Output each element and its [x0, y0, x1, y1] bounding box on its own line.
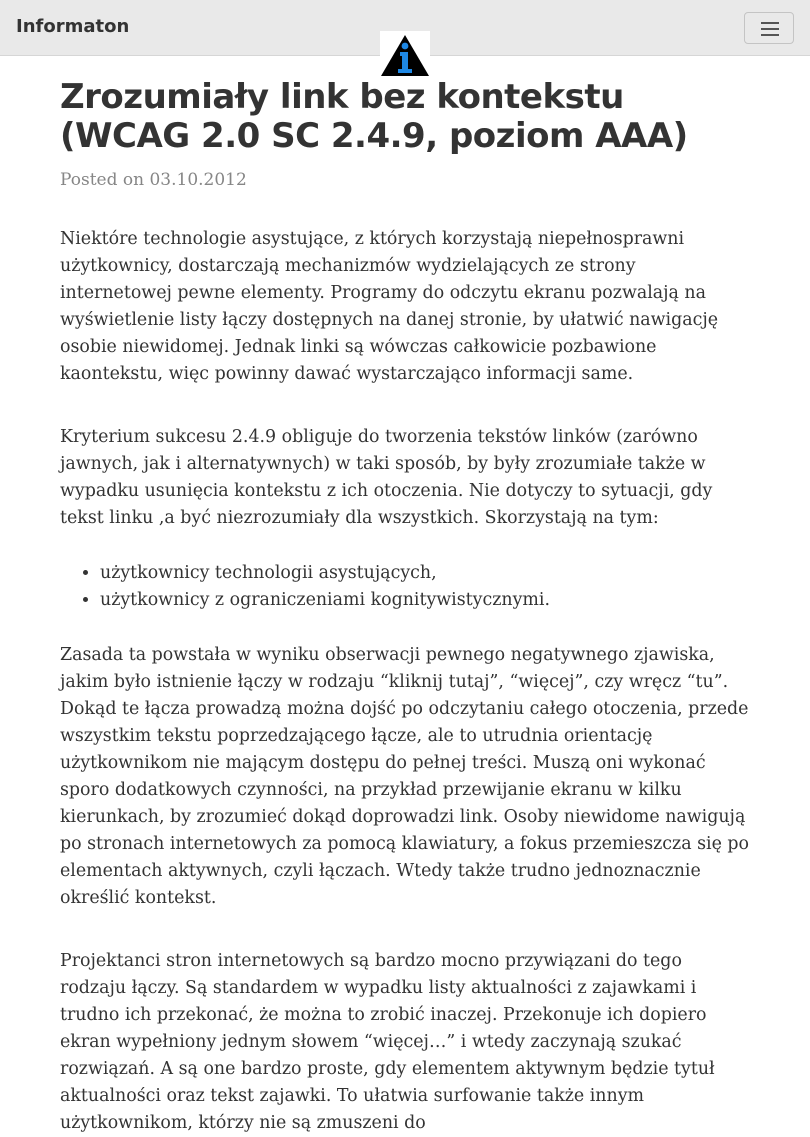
site-logo[interactable] [380, 31, 430, 77]
article-paragraph: Zasada ta powstała w wyniku obserwacji pewnego negatywnego zjawiska, jakim było istnienie łączy w rodzaju “kliknij tutaj”, “więcej”, czy wręcz “tu”. Dokąd te łącza prowadzą można dojść po odczytaniu całego otoczenia, przede wszystkim tekstu poprzedzającego łącze, ale to utrudnia orientację użytkownikom nie mającym dostępu do pełnej treści. Muszą oni wykonać sporo dodatkowych czynności, na przykład przewijanie ekranu w kilku kierunkach, by zrozumieć dokąd doprowadzi link. Osoby niewidome nawigują po stronach internetowych za pomocą klawiatury, a fokus przemieszcza się po elementach aktywnych, czyli łączach. Wtedy także trudno jednoznacznie określić kontekst. [60, 645, 749, 908]
article-paragraph: Projektanci stron internetowych są bardzo mocno przywiązani do tego rodzaju łączy. Są standardem w wypadku listy aktualności z zajawkami i trudno ich przekonać, że można to zrobić inaczej. Przekonuje ich dopiero ekran wypełniony jednym słowem “więcej…” i wtedy zaczynają szukać rozwiązań. A są one bardzo proste, gdy elementem aktywnym będzie tytuł aktualności oraz tekst zajawki. To ułatwia surfowanie także innym użytkownikom, którzy nie są zmuszeni do [60, 951, 715, 1133]
list-item: • użytkownicy z ograniczeniami kognitywistycznymi. [100, 587, 750, 614]
article-paragraph: Kryterium sukcesu 2.4.9 obliguje do tworzenia tekstów linków (zarówno jawnych, jak i alternatywnych) w taki sposób, by były zrozumiałe także w wypadku usunięcia kontekstu z ich otoczenia. Nie dotyczy to sytuacji, gdy tekst linku ,a być niezrozumiały dla wszystkich. Skorzystają na tym: [60, 427, 713, 528]
posted-date: Posted on 03.10.2012 [60, 170, 247, 190]
article-paragraph: Niektóre technologie asystujące, z których korzystają niepełnosprawni użytkownicy, dostarczają mechanizmów wydzielających ze strony internetowej pewne elementy. Programy do odczytu ekranu pozwalają na wyświetlenie listy łączy dostępnych na danej stronie, by ułatwić nawigację osobie niewidomej. Jednak linki są wówczas całkowicie pozbawione kaontekstu, więc powinny dawać wystarczająco informacji same. [60, 229, 719, 384]
beneficiaries-list [60, 560, 750, 614]
article-title: Zrozumiały link bez kontekstu (WCAG 2.0 SC 2.4.9, poziom AAA) [60, 77, 688, 156]
list-item: • użytkownicy technologii asystujących, [100, 560, 750, 587]
menu-toggle-button[interactable] [744, 12, 794, 44]
article-content [60, 78, 750, 1137]
brand-link[interactable]: Informaton [16, 16, 130, 37]
info-logo-icon [380, 31, 430, 77]
